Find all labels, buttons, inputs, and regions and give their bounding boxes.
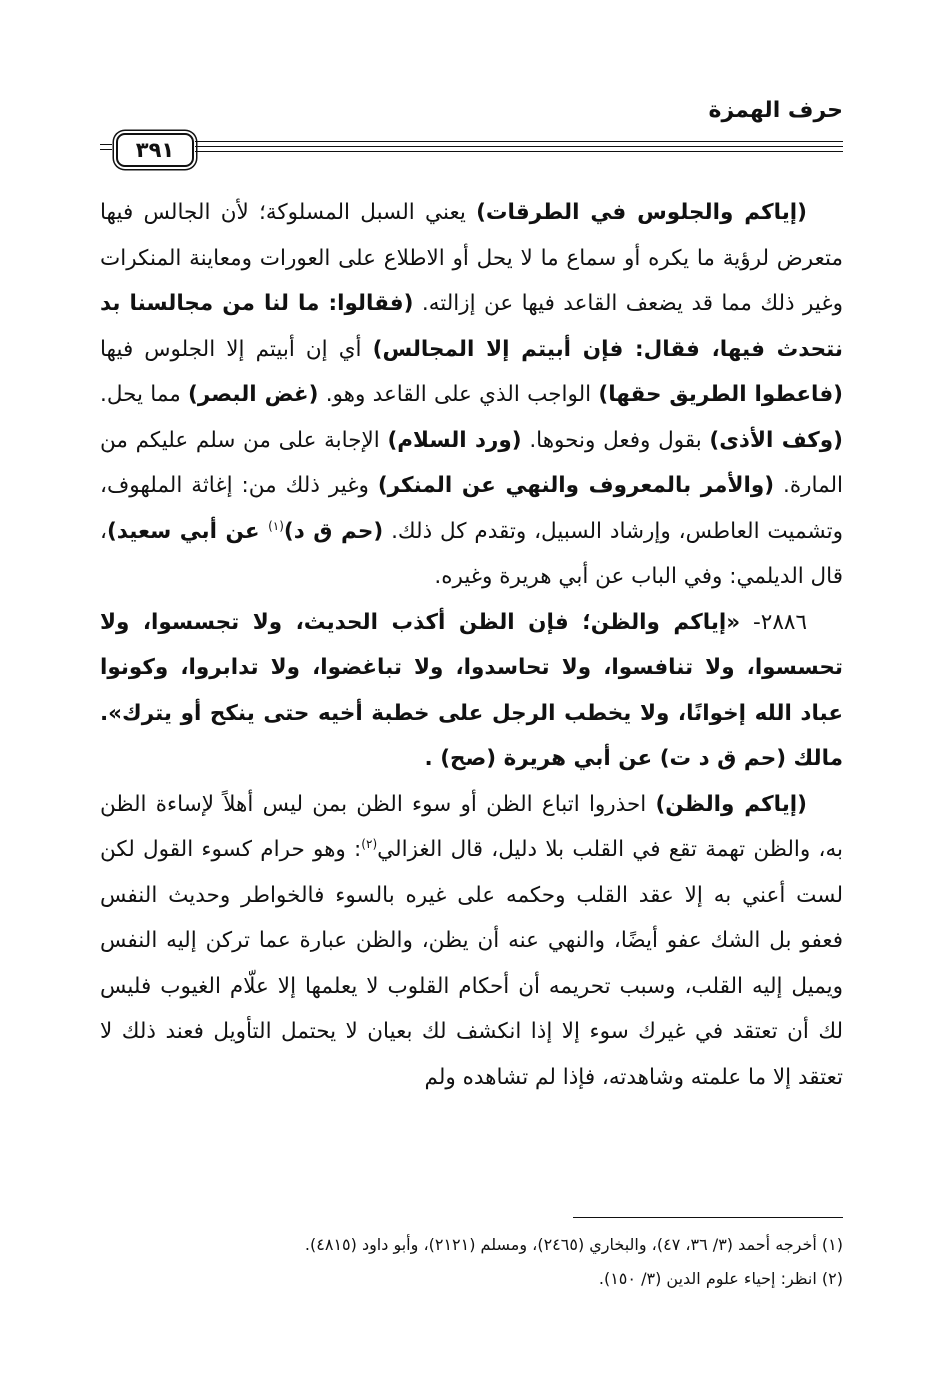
header-rule xyxy=(100,133,843,169)
footnote-separator xyxy=(573,1217,843,1218)
commentary-text: أي إن أبيتم إلا الجلوس فيها xyxy=(100,336,373,362)
paragraph-sitting-in-roads xyxy=(100,190,843,600)
rule-stub-left-upper xyxy=(100,144,112,145)
bold-phrase: (فقالوا: ما لنا من مجالسنا بد نتحدث فيها، فقال: فإن أبيتم إلا المجالس) xyxy=(100,291,843,362)
footnotes xyxy=(100,1228,843,1296)
commentary-text: بقول وفعل ونحوها. xyxy=(521,427,710,453)
hadith-number: ٢٨٨٦- xyxy=(740,609,807,635)
rule-stub-left-lower xyxy=(100,149,112,150)
rule-line-middle xyxy=(195,146,843,147)
commentary-text: الإجابة على من سلم عليكم من المارة. xyxy=(100,427,843,498)
bold-phrase: (غض البصر) xyxy=(188,382,319,407)
commentary-text: ، قال الديلمي: وفي الباب عن أبي هريرة وغيره. xyxy=(100,518,843,589)
footnote-ref-1[interactable]: (١) xyxy=(268,518,284,533)
commentary-text: احذروا اتباع الظن أو سوء الظن بمن ليس أهلاً لإساءة الظن به، والظن تهمة تقع في القلب بلا دليل، قال الغزالي xyxy=(100,791,843,862)
rule-line-bottom xyxy=(195,151,843,152)
source-reference: عن أبي سعيد) xyxy=(106,518,269,544)
hadith-2886 xyxy=(100,600,843,782)
bold-phrase: (إياكم والجلوس في الطرقات) xyxy=(476,200,808,225)
commentary-text: يعني السبل المسلوكة؛ لأن الجالس فيها متعرض لرؤية ما يكره أو سماع ما لا يحل أو الاطلاع على العورات ومعاينة المنكرات وغير ذلك مما قد يضعف القاعد فيها عن إزالته. xyxy=(100,200,843,316)
rule-line-top xyxy=(195,141,843,142)
commentary-text: مما يحل. xyxy=(100,382,189,407)
paragraph-suspicion xyxy=(100,782,843,1101)
commentary-text: وغير ذلك من: إغاثة الملهوف، وتشميت العاطس، وإرشاد السبيل، وتقدم كل ذلك. xyxy=(100,473,843,544)
bold-phrase: (وكف الأذى) xyxy=(709,427,843,453)
footnote-2: (٢) انظر: إحياء علوم الدين (٣/ ١٥٠). xyxy=(598,1269,843,1288)
hadith-text: «إياكم والظن؛ فإن الظن أكذب الحديث، ولا تجسسوا، ولا تحسسوا، ولا تنافسوا، ولا تحاسدوا، ولا تباغضوا، ولا تدابروا، وكونوا عباد الله إخوانًا، ولا يخطب الرجل على خطبة أخيه حتى ينكح أو يترك». مالك (حم ق د ت) عن أبي هريرة (صح) . xyxy=(100,609,843,771)
bold-phrase: (ورد السلام) xyxy=(387,427,522,453)
bold-phrase: (والأمر بالمعروف والنهي عن المنكر) xyxy=(377,473,775,498)
commentary-text: الواجب الذي على القاعد وهو. xyxy=(318,382,599,407)
bold-phrase: (فاعطوا الطريق حقها) xyxy=(598,382,843,407)
commentary-text: : وهو حرام كسوء القول لكن لست أعني به إلا عقد القلب وحكمه على غيره بالسوء فالخواطر وحديث النفس فعفو بل الشك عفو أيضًا، والنهي عنه أن يظن، والظن عبارة عما تركن إليه النفس ويميل إليه القلب، وسبب تحريمه أن أحكام القلوب لا يعلمها إلا علّام الغيوب فليس لك أن تعتقد في غيرك سوء إلا إذا انكشف لك بعيان لا يحتمل التأويل فعند ذلك لا تعتقد إلا ما علمته وشاهدته، فإذا لم تشاهده ولم xyxy=(100,837,843,1090)
bold-phrase: (إياكم والظن) xyxy=(655,791,807,817)
main-text xyxy=(100,190,843,1100)
running-head-title: حرف الهمزة xyxy=(708,98,843,123)
footnote-ref-2[interactable]: (٢) xyxy=(361,836,378,851)
footnote-1: (١) أخرجه أحمد (٣/ ٣٦، ٤٧)، والبخاري (٢٤٦٥)، ومسلم (٢١٢١)، وأبو داود (٤٨١٥). xyxy=(304,1235,843,1254)
source-reference: (حم ق د) xyxy=(283,518,384,544)
page-number: ٣٩١ xyxy=(116,133,194,167)
